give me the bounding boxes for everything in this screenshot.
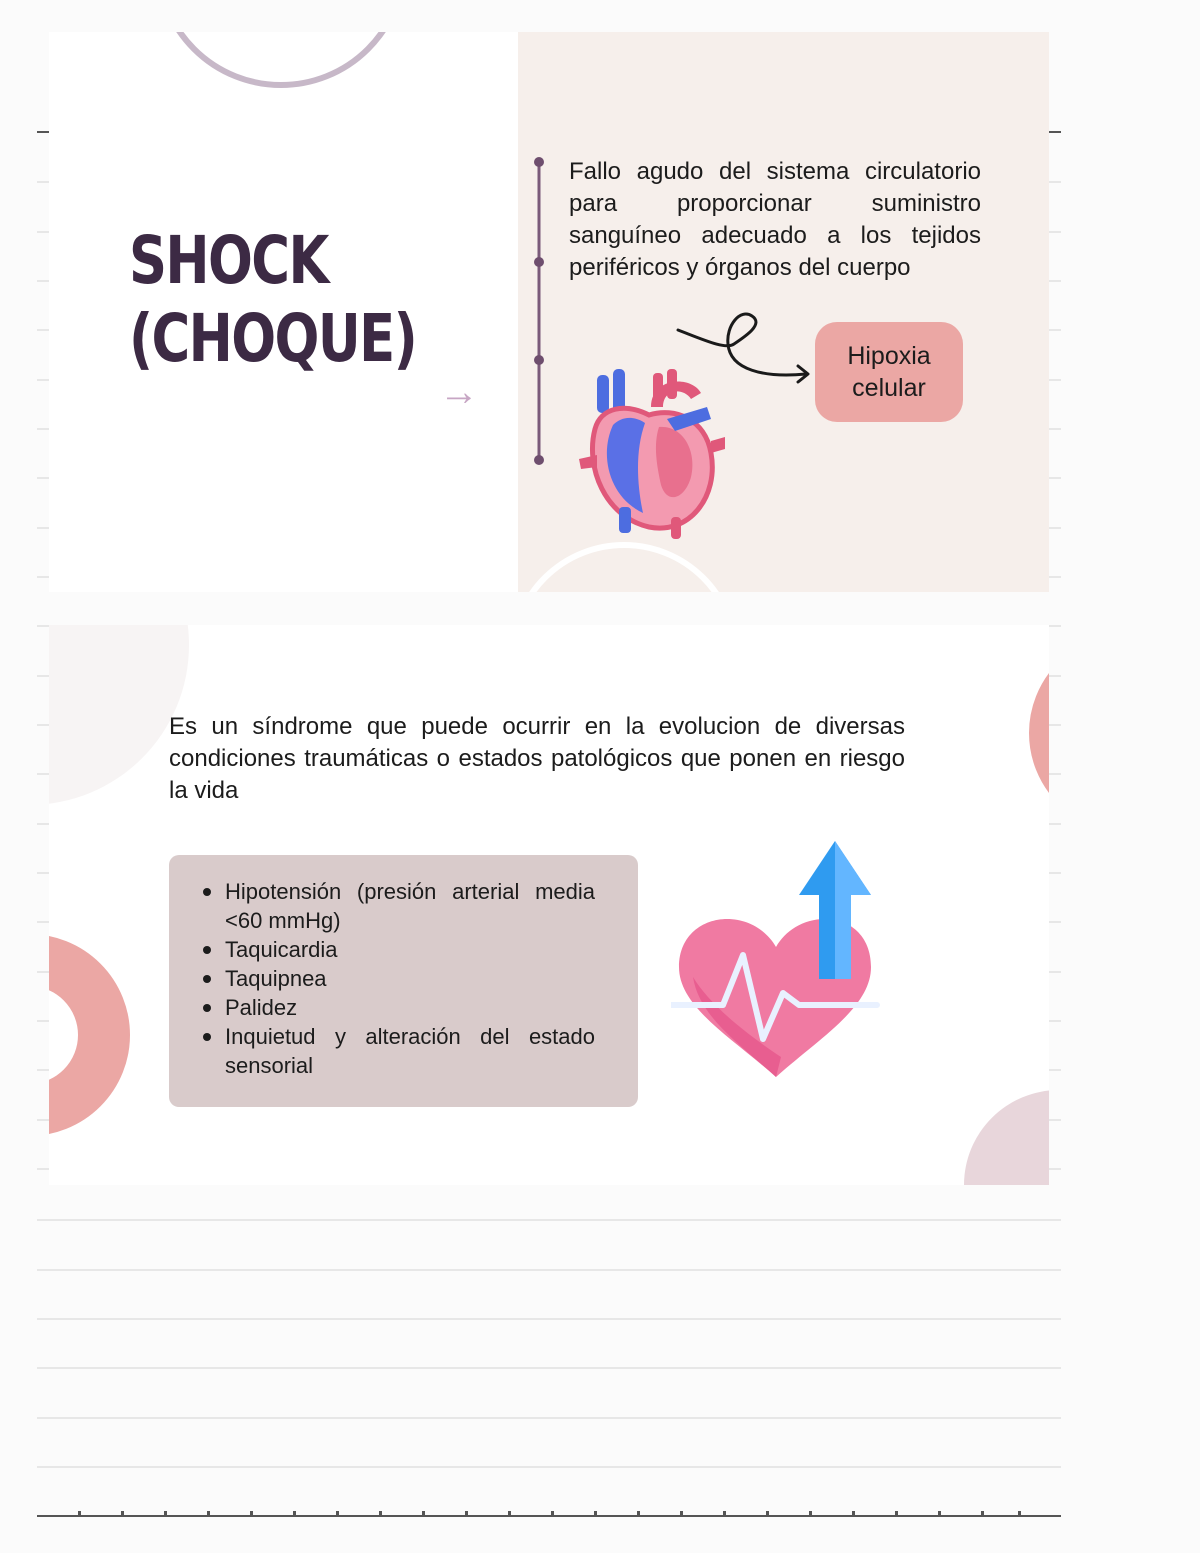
slide-title — [129, 222, 416, 378]
list-item: Inquietud y alteración del estado sensorial — [199, 1022, 595, 1080]
list-item: Palidez — [199, 993, 595, 1022]
title-line-1: SHOCK — [129, 222, 328, 299]
right-arrow-icon: → — [439, 370, 479, 414]
symptoms-box — [169, 855, 638, 1107]
symptoms-list — [199, 877, 595, 1080]
timeline-icon — [529, 156, 549, 466]
slide-shock-definition — [49, 32, 1049, 592]
anatomical-heart-icon — [579, 367, 729, 542]
list-item: Hipotensión (presión arterial media <60 mmHg) — [199, 877, 595, 935]
list-item: Taquipnea — [199, 964, 595, 993]
cellular-hypoxia-label — [815, 322, 963, 422]
list-item: Taquicardia — [199, 935, 595, 964]
syndrome-description-text: Es un síndrome que puede ocurrir en la evolucion de diversas condiciones traumáticas o estados patológicos que ponen en riesgo la vida — [169, 713, 905, 804]
title-line-2: (CHOQUE) — [129, 300, 417, 377]
shock-definition-text: Fallo agudo del sistema circulatorio para proporcionar suministro sanguíneo adecuado a los tejidos periféricos y órganos del cuerpo — [569, 158, 981, 281]
heart-rate-up-icon — [671, 837, 881, 1087]
cellular-hypoxia-text: Hipoxia celular — [847, 342, 931, 402]
slide-shock-symptoms — [49, 625, 1049, 1185]
